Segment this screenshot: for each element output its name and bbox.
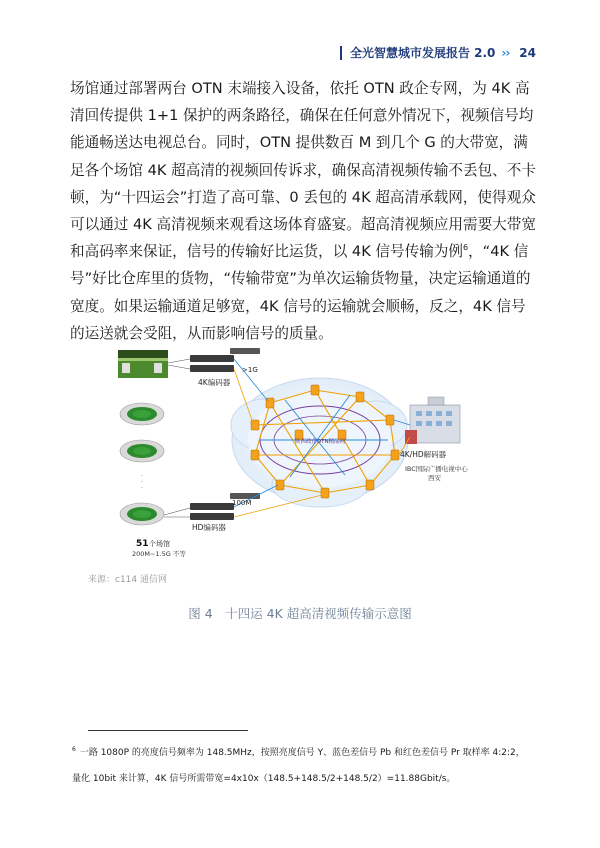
report-title: 全光智慧城市发展报告 2.0: [349, 46, 496, 60]
diagram-svg: [110, 345, 490, 565]
decoder-label: 4K/HD解码器: [400, 450, 447, 459]
encoder-hd-label: HD编码器: [192, 523, 226, 532]
stadium-icon: [120, 440, 164, 462]
header-divider: [340, 46, 342, 60]
footnote-reference[interactable]: 6: [462, 243, 469, 253]
svg-text:·: ·: [141, 479, 143, 486]
network-label: 陕西政企OTN精品网: [294, 439, 346, 445]
stadium-ellipsis: ·: [141, 473, 143, 480]
paragraph: [70, 75, 540, 347]
footnote-line-1: [72, 740, 542, 766]
transmission-diagram: [110, 345, 490, 565]
figure-caption: 图 4 十四运 4K 超高清视频传输示意图: [188, 606, 412, 621]
page-number: 24: [519, 45, 536, 60]
footnote-line-2: 量化 10bit 来计算，4K 信号所需带宽=4x10x（148.5+148.5/2+148.5/2）=11.88Gbit/s。: [72, 774, 456, 784]
encoder-4k-label: 4K编码器: [198, 378, 231, 387]
stadium-photo: [118, 350, 168, 378]
figure-source: 来源：c114 通信网: [88, 575, 167, 585]
svg-text:·: ·: [141, 485, 143, 492]
venue-unit: 个场馆: [149, 540, 170, 548]
stadium-icon: [120, 503, 164, 525]
bandwidth-label-100m: 100M: [232, 499, 252, 507]
paragraph-text-part2: ，“4K 信号”好比仓库里的货物，“传输带宽”为单次运输货物量，决定运输通道的宽度。如果运输通道足够宽，4K 信号的运输就会顺畅，反之，4K 信号的运送就会受阻，从而影响信号的质量。: [70, 243, 531, 342]
bandwidth-label-1g: >1G: [242, 366, 258, 374]
paragraph-text-part1: 场馆通过部署两台 OTN 末端接入设备，依托 OTN 政企专网，为 4K 高清回传提供 1+1 保护的两条路径，确保在任何意外情况下，视频信号均能通畅送达电视总台。同时，OTN 提供数百 M 到几个 G 的大带宽，满足各个场馆 4K 超高清的视频回传诉求，确保高清视频传输不丢包、不卡顿，为“十四运会”打造了高可靠、0 丢包的 4K 超高清承载网，使得观众可以通过 4K 高清视频来观看这场体育盛宴。超高清视频应用需要大带宽和高码率来保证，信号的传输好比运货，以 4K 信号传输为例: [70, 80, 536, 261]
footnote: [72, 740, 542, 792]
footnote-text-1: 一路 1080P 的亮度信号频率为 148.5MHz，按照亮度信号 Y、蓝色差信号 Pb 和红色差信号 Pr 取样率 4:2:2，: [79, 748, 525, 758]
venue-bandwidth: 200M~1.5G 不等: [132, 550, 186, 558]
body-paragraph: [70, 75, 540, 347]
page-header: [340, 44, 536, 61]
footnote-number: 6: [72, 746, 76, 753]
stadium-icon: [120, 403, 164, 425]
ibc-city-label: 西安: [428, 474, 441, 482]
chevron-right-icon: ››: [501, 45, 510, 60]
footnote-divider: [88, 730, 248, 731]
venue-count: 51: [136, 539, 149, 549]
ibc-center-label: IBC国际广播电视中心: [405, 465, 468, 473]
